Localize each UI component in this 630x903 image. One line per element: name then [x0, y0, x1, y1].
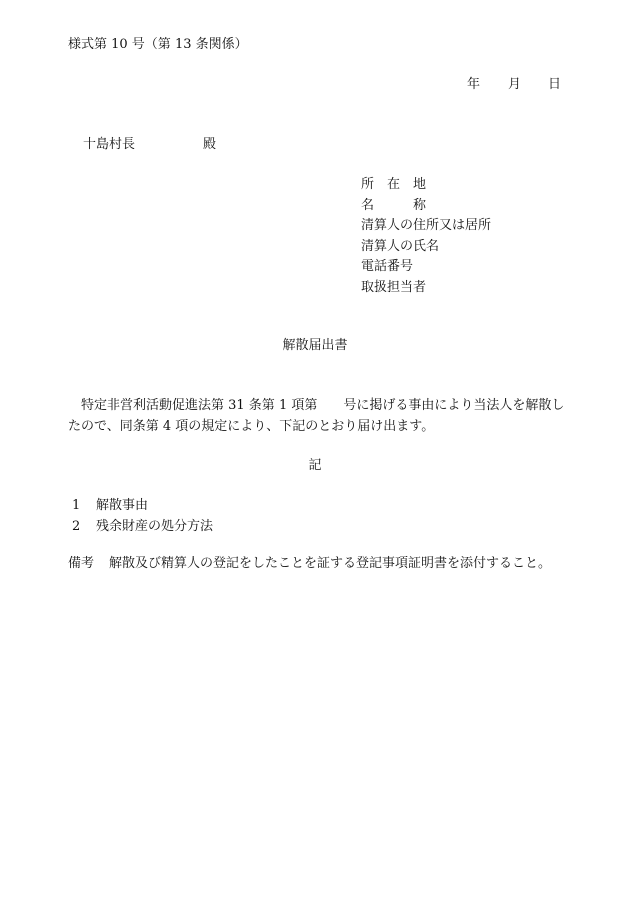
item-number: 2: [72, 519, 81, 534]
item-label: 残余財産の処分方法: [96, 519, 214, 534]
addressee-honorific: 殿: [203, 137, 217, 152]
record-mark: 記: [308, 458, 322, 473]
list-item: [72, 516, 213, 537]
remarks-text: 解散及び精算人の登記をしたことを証する登記事項証明書を添付すること。: [109, 556, 552, 571]
applicant-field-name: 名 称: [361, 197, 427, 213]
list-item: [72, 495, 213, 516]
applicant-field-liquidator-name: 清算人の氏名: [361, 238, 440, 254]
date-year-label: 年: [467, 77, 481, 92]
remarks: [68, 554, 551, 574]
item-list: [72, 495, 213, 537]
item-label: 解散事由: [96, 498, 149, 513]
applicant-field-phone: 電話番号: [361, 259, 414, 274]
remarks-label: 備考: [68, 556, 95, 571]
applicant-field-location: 所 在 地: [361, 177, 427, 192]
applicant-field-liquidator-address: 清算人の住所又は居所: [361, 218, 492, 233]
document-title: 解散届出書: [282, 338, 348, 353]
addressee-name: 十島村長: [83, 137, 136, 152]
form-number: 様式第 10 号（第 13 条関係）: [68, 37, 248, 52]
body-paragraph: 特定非営利活動促進法第 31 条第 1 項第 号に掲げる事由により当法人を解散したので、同条第 4 項の規定により、下記のとおり届け出ます。: [68, 398, 565, 434]
applicant-fields: [361, 175, 491, 298]
date-month-label: 月: [508, 77, 522, 92]
applicant-field-contact-person: 取扱担当者: [361, 279, 427, 295]
date-day-label: 日: [548, 77, 562, 92]
item-number: 1: [72, 498, 81, 513]
